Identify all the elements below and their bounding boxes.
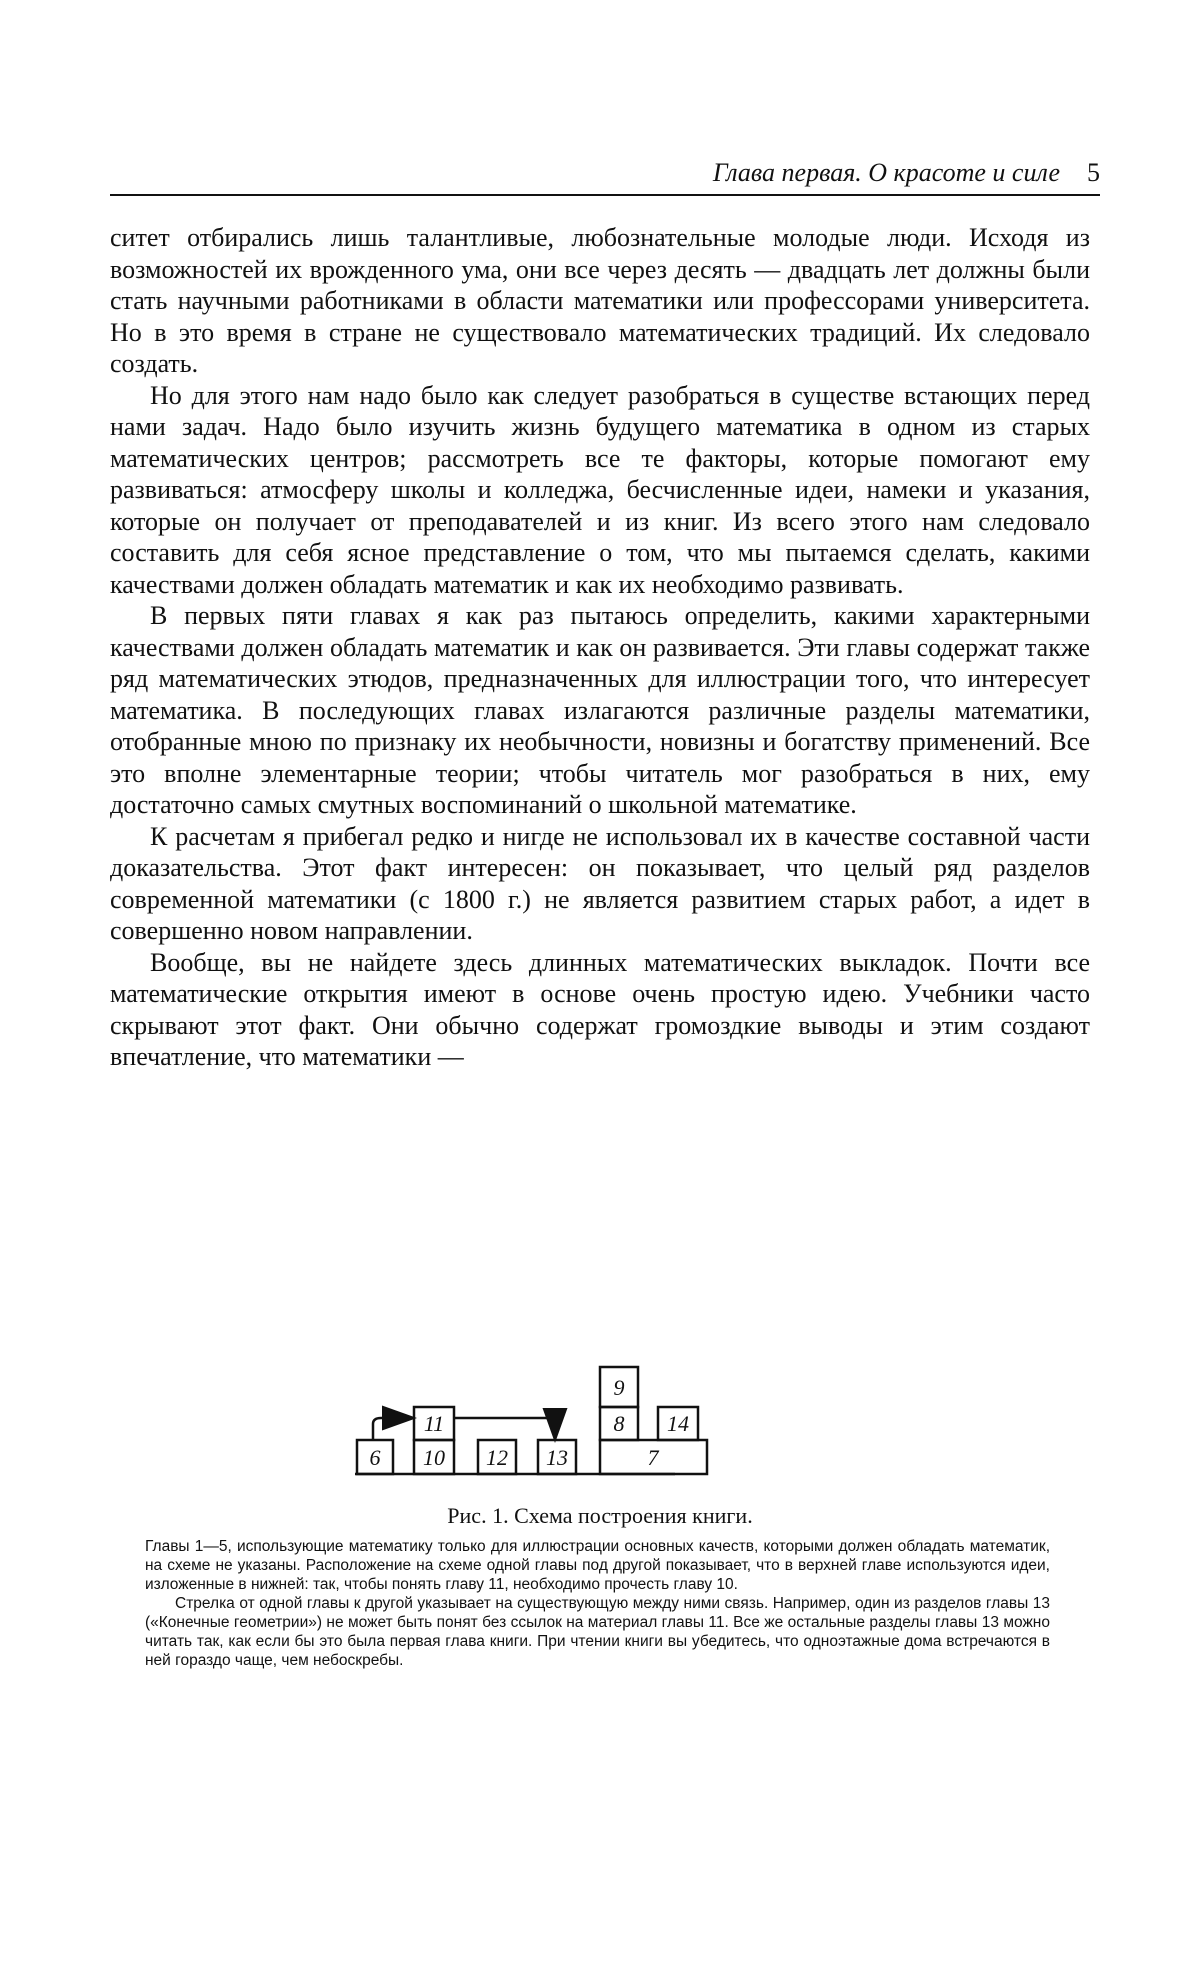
arrow-6-to-11 <box>373 1418 412 1440</box>
paragraph: К расчетам я прибегал редко и нигде не использовал их в качестве составной части доказательства. Этот факт интересен: он показывает, что целый ряд разделов современной математики (с 1800 г.) не является развитием старых работ, а идет в совершенно новом направлении. <box>110 821 1090 945</box>
label-9: 9 <box>613 1375 625 1400</box>
main-text <box>110 222 1090 1073</box>
paragraph: Но для этого нам надо было как следует разобраться в существе встающих перед нами задач. Надо было изучить жизнь будущего математика в одном из старых математических центров; рассмотреть все те факторы, которые помогают ему развиваться: атмосферу школы и колледжа, бесчисленные идеи, намеки и указания, которые он получает от преподавателей и из книг. Из всего этого нам следовало составить для себя ясное представление о том, что мы пытаемся сделать, какими качествами должен обладать математик и как их необходимо развивать. <box>110 380 1090 599</box>
paragraph: В первых пяти главах я как раз пытаюсь определить, какими характерными качествами должен обладать математик и как он развивается. Эти главы содержат также ряд математических этюдов, предназначенных для иллюстрации того, что интересует математика. В последующих главах излагаются различные разделы математики, отобранные мною по признаку их необычности, новизны и богатству применений. Все это вполне элементарные теории; чтобы читатель мог разобраться в них, ему достаточно самых смутных воспоминаний о школьной математике. <box>110 601 1090 819</box>
label-8: 8 <box>613 1411 625 1436</box>
book-structure-diagram <box>355 1326 855 1486</box>
page-number: 5 <box>1087 158 1100 187</box>
label-13: 13 <box>546 1445 568 1470</box>
label-10: 10 <box>423 1445 445 1470</box>
arrow-11-to-13 <box>454 1418 555 1438</box>
paragraph: Вообще, вы не найдете здесь длинных математических выкладок. Почти все математические открытия имеют в основе очень простую идею. Учебники часто скрывают этот факт. Они обычно содержат громоздкие выводы и этим создают впечатление, что математики — <box>110 947 1090 1071</box>
paragraph: ситет отбирались лишь талантливые, любознательные молодые люди. Исходя из возможностей их врожденного ума, они все через десять — двадцать лет должны были стать научными работниками в области математики или профессорами университета. Но в это время в стране не существовало математических традиций. Их следовало создать. <box>110 223 1090 378</box>
header-rule <box>110 194 1100 196</box>
label-6: 6 <box>369 1445 381 1470</box>
label-11: 11 <box>423 1411 445 1436</box>
running-header <box>110 150 1100 190</box>
label-14: 14 <box>667 1411 689 1436</box>
label-12: 12 <box>486 1445 508 1470</box>
figure-caption-notes <box>145 1537 1050 1670</box>
label-7: 7 <box>647 1445 659 1470</box>
caption-note: Главы 1—5, использующие математику только для иллюстрации основных качеств, которыми должен обладать математик, на схеме не указаны. Расположение на схеме одной главы под другой показывает, что в верхней главе используются идеи, изложенные в нижней: так, чтобы понять главу 11, необходимо прочесть главу 10. <box>145 1538 1050 1593</box>
running-title: Глава первая. О красоте и силе <box>712 158 1060 187</box>
diagram-svg <box>355 1326 855 1486</box>
caption-note: Стрелка от одной главы к другой указывает на существующую между ними связь. Например, один из разделов главы 13 («Конечные геометрии») не может быть понят без ссылок на материал главы 11. Все же остальные разделы главы 13 можно читать так, как если бы это была первая глава книги. При чтении книги вы убедитесь, что одноэтажные дома встречаются в ней гораздо чаще, чем небоскребы. <box>145 1595 1050 1669</box>
figure-caption-title: Рис. 1. Схема построения книги. <box>447 1503 753 1528</box>
